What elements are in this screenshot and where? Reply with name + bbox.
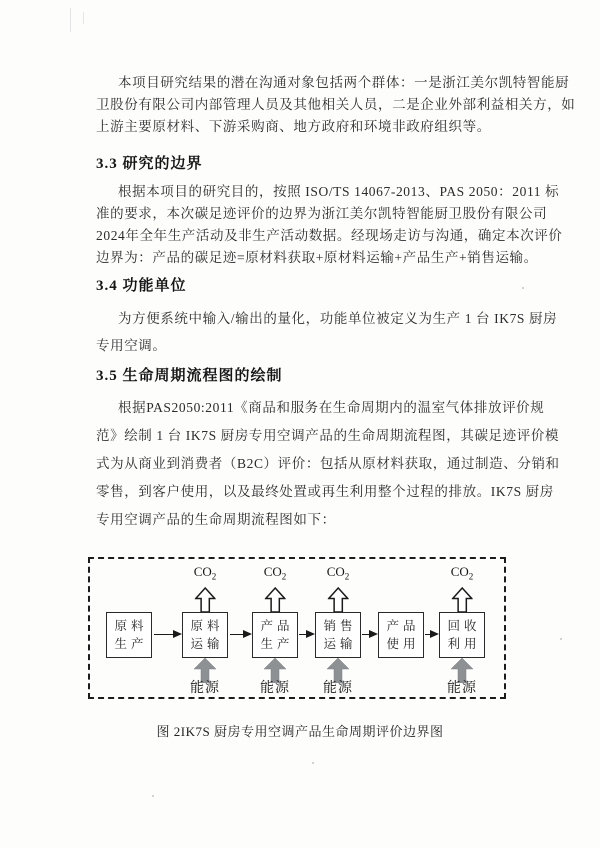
text-line: 上游主要原材料、下游采购商、地方政府和环境非政府组织等。 <box>96 119 491 134</box>
text-line: 2024年全年生产活动及非生产活动数据。经现场走访与沟通，确定本次评价 <box>96 228 563 243</box>
stage-label: 运输 <box>190 637 224 651</box>
co2-emission-group <box>264 564 287 613</box>
stage-label: 原料 <box>114 619 148 633</box>
stage-box-product-use <box>378 612 424 658</box>
flow-arrow-icon <box>362 634 376 635</box>
stage-label: 使用 <box>386 637 420 651</box>
stage-box-recycling <box>439 612 485 658</box>
paragraph-study-boundary <box>96 181 563 269</box>
stage-box-raw-material-production <box>106 612 152 658</box>
scan-speck <box>560 638 562 640</box>
stage-label: 回收 <box>447 619 481 633</box>
scan-speck <box>312 762 314 764</box>
figure-caption: 图 2IK7S 厨房专用空调产品生命周期评价边界图 <box>156 724 444 739</box>
stage-label: 原料 <box>190 619 224 633</box>
scan-artifact <box>70 8 71 32</box>
co2-up-arrow-icon <box>328 587 349 613</box>
energy-up-arrow-icon <box>194 658 216 683</box>
text-line: 本项目研究结果的潜在沟通对象包括两个群体：一是浙江美尔凯特智能厨 <box>118 75 570 90</box>
text-line: 范》绘制 1 台 IK7S 厨房专用空调产品的生命周期流程图，其碳足迹评价模 <box>96 428 560 443</box>
text-line: 准的要求，本次碳足迹评价的边界为浙江美尔凯特智能厨卫股份有限公司 <box>96 206 548 221</box>
stage-label: 产品 <box>260 619 294 633</box>
energy-input-group <box>323 658 353 697</box>
text-line: 零售，到客户使用，以及最终处置或再生利用整个过程的排放。IK7S 厨房 <box>96 484 554 499</box>
energy-up-arrow-icon <box>451 658 473 683</box>
text-line: 根据本项目的研究目的，按照 ISO/TS 14067-2013、PAS 2050：2011 标 <box>118 184 560 199</box>
scan-speck <box>152 795 154 797</box>
stage-label: 运输 <box>323 637 357 651</box>
text-line: 根据PAS2050:2011《商品和服务在生命周期内的温室气体排放评价规 <box>118 400 545 415</box>
stage-label: 销售 <box>323 619 357 633</box>
paragraph-communication-targets <box>96 72 576 138</box>
text-line: 卫股份有限公司内部管理人员及其他相关人员，二是企业外部利益相关方，如 <box>96 97 576 112</box>
text-line: 式为从商业到消费者（B2C）评价：包括从原材料获取，通过制造、分销和 <box>96 456 560 471</box>
co2-emission-group <box>194 564 217 613</box>
stage-box-material-transport <box>182 612 228 658</box>
co2-emission-group <box>451 564 474 613</box>
heading-3-3-study-boundary: 3.3 研究的边界 <box>96 156 203 172</box>
stage-label: 产品 <box>386 619 420 633</box>
text-line: 边界为：产品的碳足迹=原材料获取+原材料运输+产品生产+销售运输。 <box>96 250 538 265</box>
flow-arrow-icon <box>299 634 313 635</box>
energy-input-group <box>190 658 220 697</box>
co2-label: $CO_2$ <box>193 564 217 582</box>
stage-label: 利用 <box>447 637 481 651</box>
text-line: 为方便系统中输入/输出的量化，功能单位被定义为生产 1 台 IK7S 厨房 <box>118 311 558 326</box>
flow-arrow-icon <box>230 634 250 635</box>
stage-label: 生产 <box>260 637 294 651</box>
stage-box-product-production <box>252 612 298 658</box>
co2-emission-group <box>327 564 350 613</box>
stage-box-sales-transport <box>315 612 361 658</box>
energy-input-group <box>447 658 477 697</box>
co2-label: $CO_2$ <box>263 564 287 582</box>
text-line: 专用空调产品的生命周期流程图如下： <box>96 512 336 527</box>
co2-label: $CO_2$ <box>326 564 350 582</box>
flow-arrow-icon <box>425 634 437 635</box>
energy-label: 能源 <box>260 681 290 696</box>
scan-artifact <box>83 12 84 24</box>
stage-label: 生产 <box>114 637 148 651</box>
co2-up-arrow-icon <box>452 587 473 613</box>
energy-label: 能源 <box>323 681 353 696</box>
scan-speck <box>522 287 524 289</box>
energy-input-group <box>260 658 290 697</box>
paragraph-functional-unit <box>96 305 558 359</box>
heading-3-5-lifecycle-flowchart: 3.5 生命周期流程图的绘制 <box>96 368 283 384</box>
energy-label: 能源 <box>447 681 477 696</box>
energy-up-arrow-icon <box>327 658 349 683</box>
text-line: 专用空调。 <box>96 338 167 353</box>
paragraph-lifecycle-flowchart <box>96 394 560 534</box>
co2-up-arrow-icon <box>195 587 216 613</box>
co2-label: $CO_2$ <box>450 564 474 582</box>
energy-up-arrow-icon <box>264 658 286 683</box>
flow-arrow-icon <box>154 634 180 635</box>
co2-up-arrow-icon <box>265 587 286 613</box>
energy-label: 能源 <box>190 681 220 696</box>
lifecycle-diagram <box>88 557 506 699</box>
heading-3-4-functional-unit: 3.4 功能单位 <box>96 278 187 294</box>
